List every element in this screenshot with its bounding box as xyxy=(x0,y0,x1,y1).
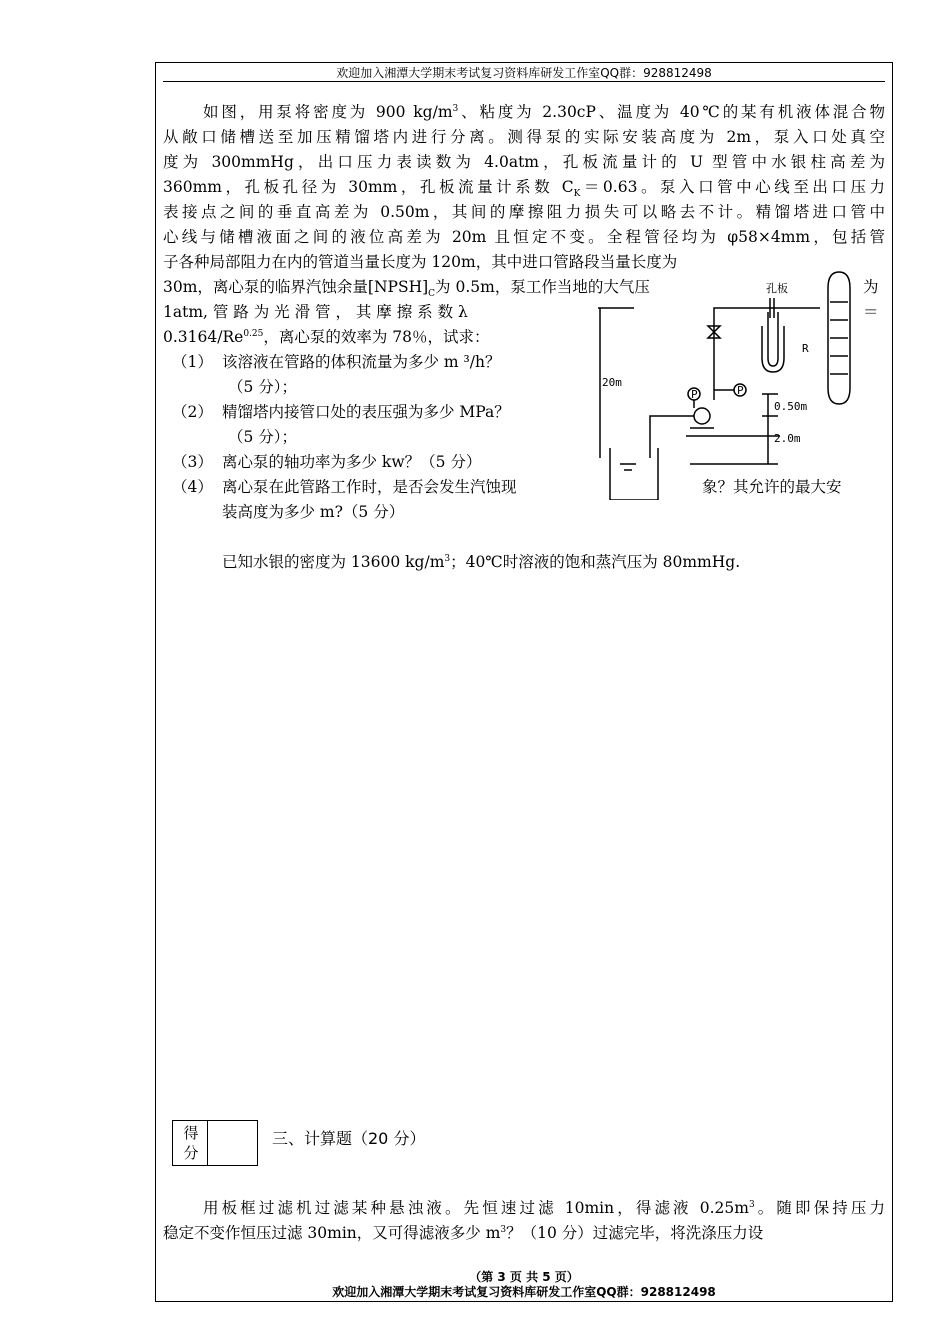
section-3-line-1: 用板框过滤机过滤某种悬浊液。先恒速过滤 10min，得滤液 $0.25m^3$。随即保持压力 xyxy=(203,1199,885,1217)
para-line-3: 度为 300mmHg，出口压力表读数为 4.0atm，孔板流量计的 U 型管中水银柱高差为 xyxy=(163,153,885,171)
question-2-score: （5 分）； xyxy=(228,428,298,446)
question-2-text: 精馏塔内接管口处的表压强为多少 MPa？ xyxy=(222,403,510,421)
manometer-r-label: R xyxy=(802,342,809,355)
para-line-6: 心线与储槽液面之间的液位高差为 20m 且恒定不变。全程管径均为 φ58×4mm，包括管 xyxy=(163,228,885,246)
question-4-continuation: 装高度为多少 m?（5 分） xyxy=(222,503,405,521)
para-line-8-tail: 为 xyxy=(863,278,879,296)
question-1-score: （5 分）； xyxy=(228,378,298,396)
height-050m-label: 0.50m xyxy=(774,400,808,413)
score-box xyxy=(172,1120,258,1166)
para-line-8: 30m，离心泵的临界汽蚀余量$[NPSH]_C$为 0.5m，泵工作当地的大气压 xyxy=(163,278,650,300)
para-line-9: 1atm, 管 路 为 光 滑 管 ， 其 摩 擦 系 数 λ xyxy=(163,303,468,321)
height-20m-label: 20m xyxy=(602,376,622,389)
question-2-number: （2） xyxy=(172,403,213,421)
gauge-p1-label: P xyxy=(691,388,698,401)
gauge-p2-label: P xyxy=(737,384,744,397)
question-4-text-tail: 象？其允许的最大安 xyxy=(702,478,842,496)
orifice-label: 孔板 xyxy=(766,282,788,295)
para-line-9-tail: ＝ xyxy=(863,303,879,321)
known-data: 已知水银的密度为 13600 $kg/m^3$；40℃时溶液的饱和蒸汽压为 80mmHg. xyxy=(222,553,741,571)
score-label-de: 得 xyxy=(183,1124,199,1142)
para-line-10: $0.3164/Re^{0.25}$，离心泵的效率为 78％，试求： xyxy=(163,328,490,346)
page-number: （第 3 页 共 5 页） xyxy=(469,1270,579,1284)
para-line-1: 如图，用泵将密度为 900 $kg/m^3$、粘度为 2.30cP、温度为 40℃的某有机液体混合物 xyxy=(203,103,885,121)
page-footer: 欢迎加入湘潭大学期末考试复习资料库研发工作室QQ群：928812498 xyxy=(332,1285,716,1299)
para-line-2: 从敞口储槽送至加压精馏塔内进行分离。测得泵的实际安装高度为 2m，泵入口处真空 xyxy=(163,128,885,146)
para-line-5: 表接点之间的垂直高差为 0.50m，其间的摩擦阻力损失可以略去不计。精馏塔进口管中 xyxy=(163,203,885,221)
page-frame xyxy=(155,62,893,1302)
section-3-line-2: 稳定不变作恒压过滤 30min，又可得滤液多少 $m^3$？（10 分）过滤完毕，将洗涤压力设 xyxy=(163,1224,764,1242)
question-1-number: （1） xyxy=(172,353,213,371)
para-line-7: 子各种局部阻力在内的管道当量长度为 120m，其中进口管路段当量长度为 xyxy=(163,253,678,271)
header-rule xyxy=(163,81,885,82)
question-4-text: 离心泵在此管路工作时，是否会发生汽蚀现 xyxy=(222,478,517,496)
page-header: 欢迎加入湘潭大学期末考试复习资料库研发工作室QQ群：928812498 xyxy=(336,66,712,80)
score-label-fen: 分 xyxy=(183,1144,199,1162)
height-20m-b-label: 2.0m xyxy=(774,432,801,445)
question-3-text: 离心泵的轴功率为多少 kw？（5 分） xyxy=(222,453,482,471)
question-1-text: 该溶液在管路的体积流量为多少 m ³/h？ xyxy=(222,353,501,371)
question-3-number: （3） xyxy=(172,453,213,471)
para-line-4: 360mm，孔板孔径为 30mm，孔板流量计系数 $C_K=0.63$。泵入口管中心线至出口压力 xyxy=(163,178,885,200)
section-3-title: 三、计算题（20 分） xyxy=(272,1129,426,1148)
question-4-number: （4） xyxy=(172,478,213,496)
pump-system-figure xyxy=(590,268,860,500)
